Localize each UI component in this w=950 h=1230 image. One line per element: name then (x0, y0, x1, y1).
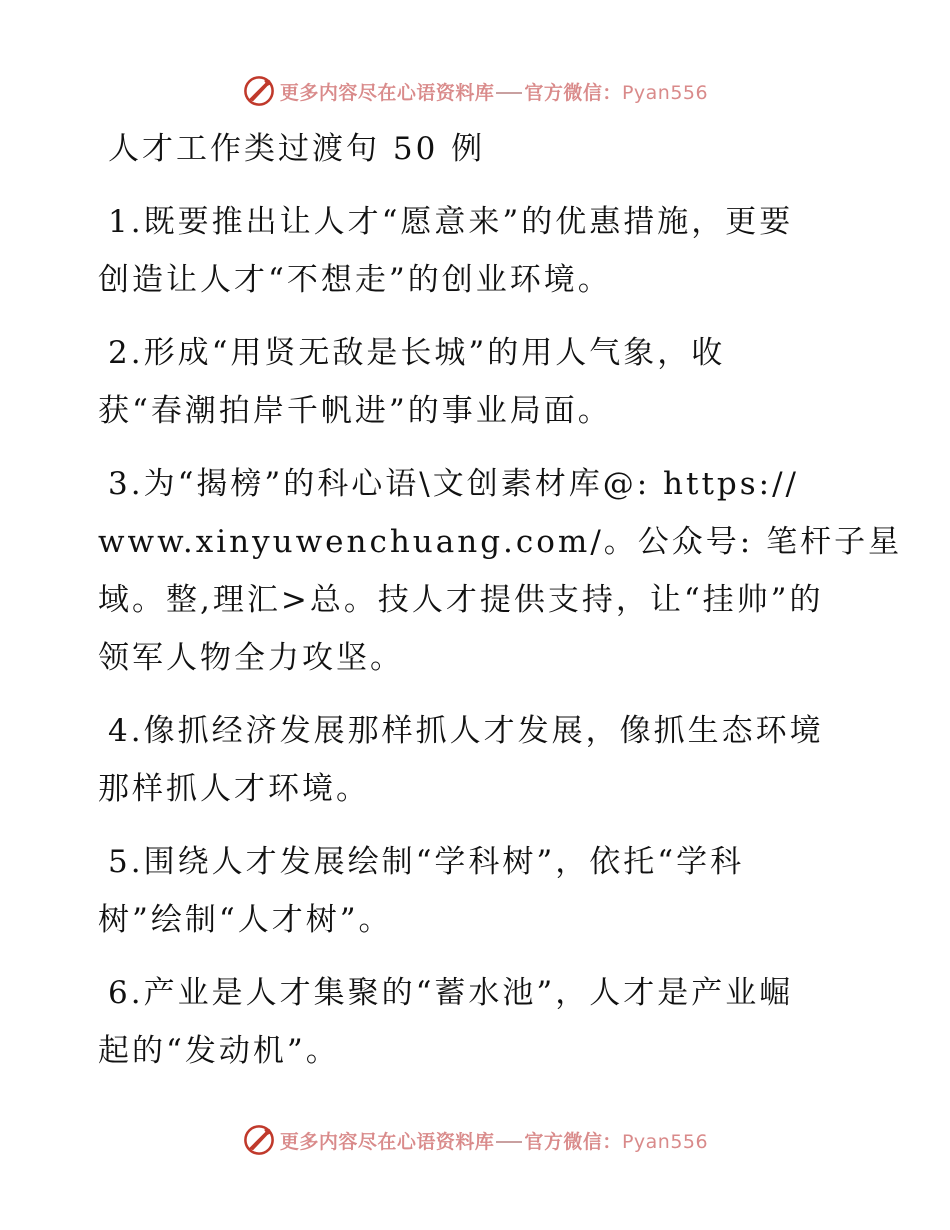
paragraph-line: 6.产业是人才集聚的“蓄水池”，人才是产业崛 (108, 975, 794, 1011)
footer-watermark (0, 1120, 950, 1160)
paragraph-line: www.xinyuwenchuang.com/。公众号: 笔杆子星 (98, 524, 903, 560)
paragraph-line: 获“春潮拍岸千帆进”的事业局面。 (98, 393, 612, 429)
paragraph-line: 3.为“揭榜”的科心语\文创素材库@: https:// (108, 466, 799, 502)
paragraph-line: 那样抓人才环境。 (98, 771, 370, 807)
document-title: 人才工作类过渡句 50 例 (108, 131, 486, 167)
watermark-main-text: 更多内容尽在心语资料库 (279, 1130, 495, 1153)
watermark-dash (496, 1141, 522, 1143)
watermark-account: Pyan556 (621, 1130, 709, 1153)
paragraph-line: 树”绘制“人才树”。 (98, 902, 393, 938)
paragraph-6 (98, 964, 858, 1080)
paragraph-line: 5.围绕人才发展绘制“学科树”，依托“学科 (108, 844, 745, 880)
paragraph-4 (98, 702, 858, 818)
paragraph-line: 起的“发动机”。 (98, 1033, 340, 1069)
watermark-account: Pyan556 (621, 81, 709, 104)
paragraph-line: 领军人物全力攻坚。 (98, 640, 404, 676)
feather-pen-logo-icon (242, 74, 276, 108)
header-watermark (0, 71, 950, 111)
watermark-official-text: 官方微信： (524, 81, 622, 104)
paragraph-line: 4.像抓经济发展那样抓人才发展，像抓生态环境 (108, 713, 824, 749)
paragraph-1 (98, 193, 858, 309)
paragraph-3 (98, 455, 903, 687)
feather-pen-logo-icon (242, 1123, 276, 1157)
paragraph-line: 域。整,理汇>总。技人才提供支持，让“挂帅”的 (98, 582, 824, 618)
watermark-dash (496, 92, 522, 94)
paragraph-2 (98, 324, 858, 440)
watermark-official-text: 官方微信： (524, 1130, 622, 1153)
watermark-main-text: 更多内容尽在心语资料库 (279, 81, 495, 104)
paragraph-line: 1.既要推出让人才“愿意来”的优惠措施，更要 (108, 204, 794, 240)
paragraph-line: 创造让人才“不想走”的创业环境。 (98, 262, 612, 298)
paragraph-5 (98, 833, 858, 949)
document-body (98, 120, 903, 1080)
paragraph-line: 2.形成“用贤无敌是长城”的用人气象，收 (108, 335, 726, 371)
